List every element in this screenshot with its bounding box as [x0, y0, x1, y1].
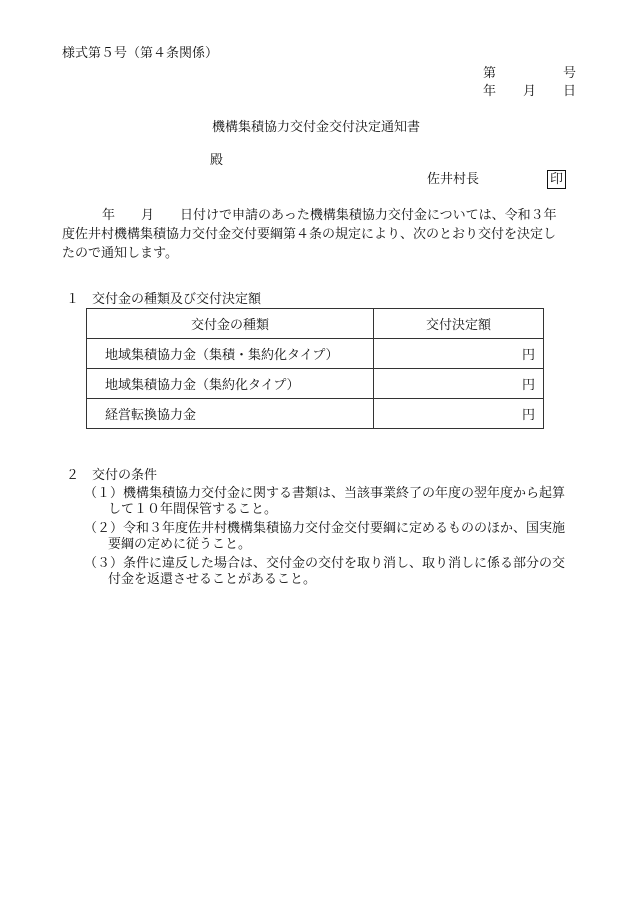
- grant-amount-cell: 円: [374, 339, 544, 369]
- table-row: [87, 399, 544, 429]
- condition-line: （２）令和３年度佐井村機構集積協力交付金交付要綱に定めるもののほか、国実施: [84, 521, 566, 536]
- body-line-2: 度佐井村機構集積協力交付金交付要綱第４条の規定により、次のとおり交付を決定し: [62, 227, 557, 242]
- grant-type-cell: 地域集積協力金（集約化タイプ）: [87, 369, 374, 399]
- condition-item: [84, 521, 565, 553]
- section1-heading: １ 交付金の種類及び交付決定額: [66, 292, 262, 307]
- seal-mark: 印: [547, 170, 566, 189]
- body-line-3: たので通知します。: [62, 246, 178, 261]
- date-year: 年: [483, 84, 497, 99]
- date-month: 月: [523, 84, 537, 99]
- grant-type-cell: 経営転換協力金: [87, 399, 374, 429]
- table-row: [87, 369, 544, 399]
- table-row: [87, 339, 544, 369]
- condition-item: [84, 486, 565, 518]
- grant-table: [86, 308, 544, 429]
- column-header-type: 交付金の種類: [87, 309, 374, 339]
- condition-line: して１０年間保管すること。: [108, 502, 278, 517]
- condition-line: 付金を返還させることがあること。: [108, 572, 317, 587]
- issuer: 佐井村長: [427, 172, 480, 187]
- condition-line: 要綱の定めに従うこと。: [108, 537, 252, 552]
- table-header-row: [87, 309, 544, 339]
- column-header-amount: 交付決定額: [374, 309, 544, 339]
- condition-item: [84, 556, 565, 588]
- body-line-1: 年 月 日付けで申請のあった機構集積協力交付金については、令和３年: [102, 208, 557, 223]
- body-text: [62, 206, 576, 263]
- document-title: 機構集積協力交付金交付決定通知書: [212, 120, 421, 135]
- grant-amount-cell: 円: [374, 369, 544, 399]
- condition-line: （１）機構集積協力交付金に関する書類は、当該事業終了の年度の翌年度から起算: [84, 486, 566, 501]
- condition-line: （３）条件に違反した場合は、交付金の交付を取り消し、取り消しに係る部分の交: [84, 556, 566, 571]
- doc-number-go: 号: [563, 66, 577, 81]
- addressee: 殿: [210, 153, 224, 168]
- date-day: 日: [563, 84, 577, 99]
- doc-number-dai: 第: [483, 66, 497, 81]
- grant-amount-cell: 円: [374, 399, 544, 429]
- grant-type-cell: 地域集積協力金（集積・集約化タイプ）: [87, 339, 374, 369]
- form-number: 様式第５号（第４条関係）: [62, 46, 219, 61]
- document-date: [483, 84, 575, 100]
- section2-heading: ２ 交付の条件: [66, 468, 158, 483]
